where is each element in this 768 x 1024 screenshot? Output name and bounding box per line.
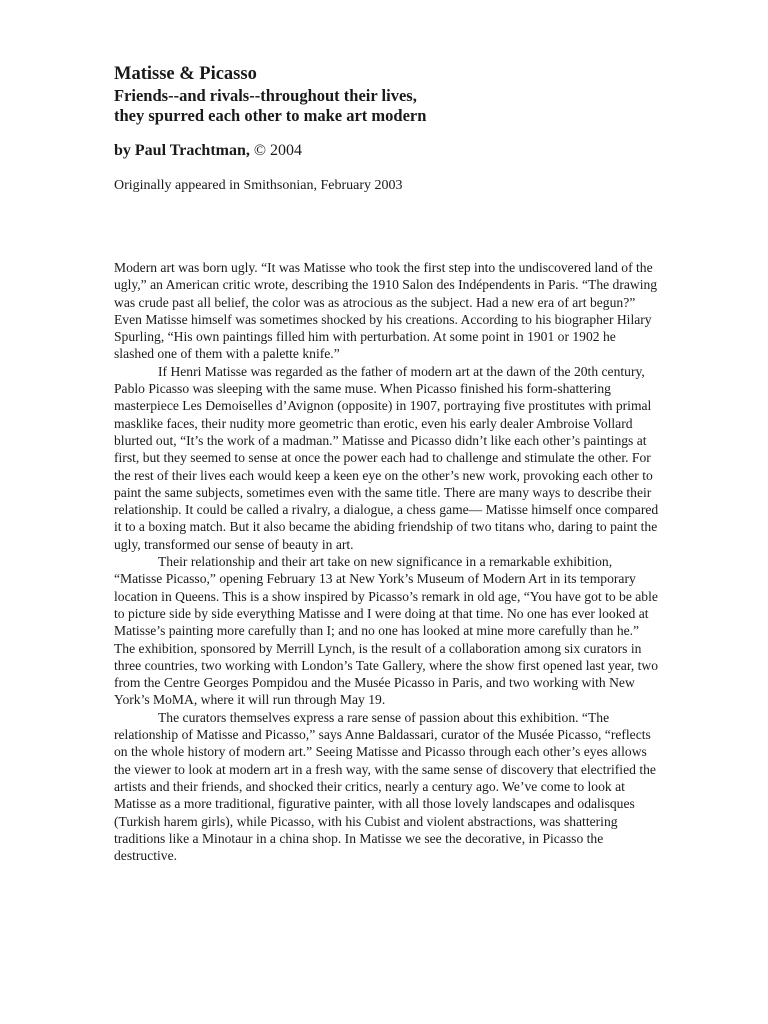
subtitle-line-2: they spurred each other to make art modern bbox=[114, 106, 427, 125]
article-subtitle bbox=[114, 86, 658, 126]
article-body bbox=[114, 259, 659, 864]
paragraph-1: Modern art was born ugly. “It was Matisse who took the first step into the undiscovered land of the ugly,” an American critic wrote, describing the 1910 Salon des Indépendents in Paris. “The drawing was crude past all belief, the color was as atrocious as the subject. Had a new era of art begun?” Even Matisse himself was sometimes shocked by his creations. According to his biographer Hilary Spurling, “His own paintings filled him with perturbation. At some point in 1901 or 1902 he slashed one of them with a palette knife.” bbox=[114, 260, 658, 362]
subtitle-line-1: Friends--and rivals--throughout their lives, bbox=[114, 86, 417, 105]
paragraph-2: If Henri Matisse was regarded as the father of modern art at the dawn of the 20th century, Pablo Picasso was sleeping with the same muse. When Picasso finished his form-shattering masterpiece Les Demoiselles d’Avignon (opposite) in 1907, portraying five prostitutes with primal masklike faces, their nudity more geometric than erotic, even his early dealer Ambroise Vollard blurted out, “It’s the work of a madman.” Matisse and Picasso didn’t like each other’s paintings at first, but they seemed to sense at once the power each had to challenge and stimulate the other. For the rest of their lives each would keep a keen eye on the other’s new work, provoking each other to paint the same subjects, sometimes even with the same title. There are many ways to describe their relationship. It could be called a rivalry, a dialogue, a chess game— Matisse himself once compared it to a boxing match. But it also became the abiding friendship of two titans who, daring to paint the ugly, transformed our sense of beauty in art. bbox=[114, 363, 659, 552]
source-note: Originally appeared in Smithsonian, February 2003 bbox=[114, 178, 403, 193]
article-header bbox=[114, 62, 658, 196]
byline-author: by Paul Trachtman, bbox=[114, 142, 254, 159]
byline-year: © 2004 bbox=[253, 142, 303, 159]
paragraph-3: Their relationship and their art take on new significance in a remarkable exhibition, “Matisse Picasso,” opening February 13 at New York’s Museum of Modern Art in its temporary location in Queens. This is a show inspired by Picasso’s remark in old age, “You have got to be able to picture side by side everything Matisse and I were doing at that time. No one has ever looked at Matisse’s painting more carefully than I; and no one has looked at mine more carefully than he.” The exhibition, sponsored by Merrill Lynch, is the result of a collaboration among six curators in three countries, two working with London’s Tate Gallery, where the show first opened last year, two from the Centre Georges Pompidou and the Musée Picasso in Paris, and two working with New York’s MoMA, where it will run through May 19. bbox=[114, 554, 659, 708]
paragraph-4: The curators themselves express a rare sense of passion about this exhibition. “The relationship of Matisse and Picasso,” says Anne Baldassari, curator of the Musée Picasso, “reflects on the whole history of modern art.” Seeing Matisse and Picasso through each other’s eyes allows the viewer to look at modern art in a fresh way, with the same sense of discovery that electrified the artists and their friends, and shocked their critics, nearly a century ago. We’ve come to look at Matisse as a more traditional, figurative painter, with all those lovely landscapes and odalisques (Turkish harem girls), while Picasso, with his Cubist and violent abstractions, was shattering traditions like a Minotaur in a china shop. In Matisse we see the decorative, in Picasso the destructive. bbox=[114, 709, 656, 864]
byline bbox=[114, 140, 658, 162]
article-title: Matisse & Picasso bbox=[114, 64, 257, 84]
